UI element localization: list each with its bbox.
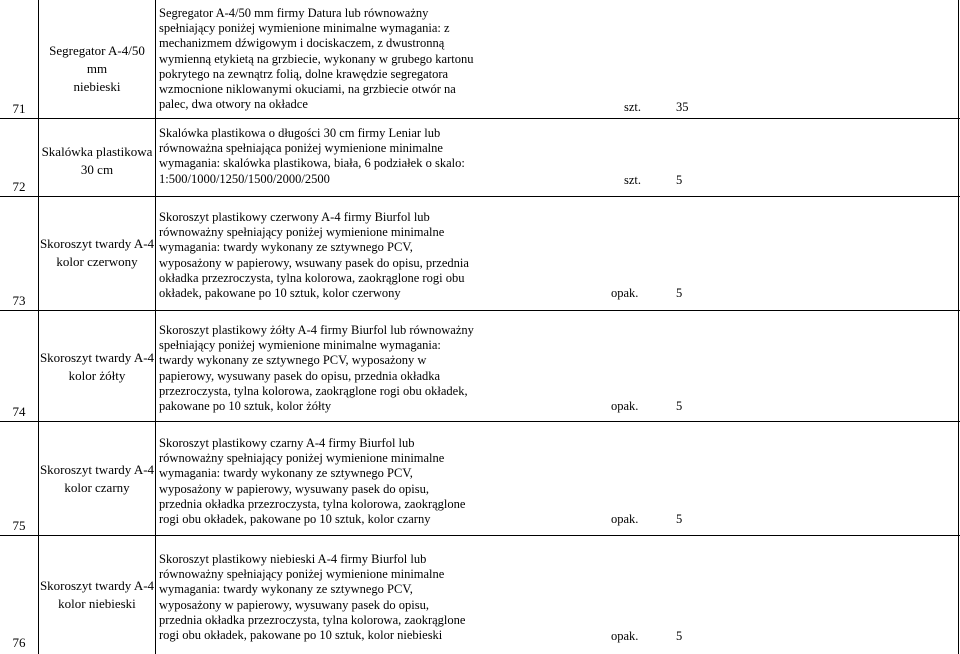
- table-row: [0, 422, 960, 536]
- item-name-line: Skoroszyt twardy A-4: [39, 350, 155, 365]
- item-name-line: kolor niebieski: [58, 596, 136, 611]
- item-name: [39, 577, 155, 613]
- item-description: [159, 323, 613, 414]
- unit-of-measure: opak.: [611, 512, 639, 526]
- description-line: wymagania: twardy wykonany ze sztywnego PCV,: [159, 582, 413, 597]
- item-name-line: kolor czerwony: [56, 254, 138, 269]
- description-line: równoważny spełniający poniżej wymienione minimalne: [159, 451, 445, 466]
- item-description: [159, 6, 613, 112]
- table-row: [0, 197, 960, 311]
- description-line: równoważny spełniający poniżej wymienione minimalne: [159, 567, 445, 582]
- description-line: pokrytego na zewnątrz folią, dolne krawędzie segregatora: [159, 66, 449, 81]
- item-name-line: Skoroszyt twardy A-4: [39, 236, 155, 251]
- description-line: rogi obu okładek, pakowane po 10 sztuk, kolor czarny: [159, 511, 431, 526]
- unit-of-measure: opak.: [611, 629, 639, 643]
- item-description: [159, 436, 613, 527]
- description-line: wymagania: skalówka plastikowa, biała, 6 podziałek o skalo:: [159, 156, 465, 171]
- item-name-line: Skalówka plastikowa: [41, 144, 153, 159]
- description-line: okładka przezroczysta, tylna kolorowa, zaokrąglone rogi obu: [159, 270, 465, 285]
- description-line: spełniający poniżej wymienione minimalne wymagania: z: [159, 21, 450, 36]
- item-name: [39, 42, 155, 96]
- row-number: 73: [12, 293, 26, 308]
- item-name-line: 30 cm: [80, 162, 114, 177]
- description-line: papierowy, wysuwany pasek do opisu, przednia okładka: [159, 368, 441, 383]
- description-line: twardy wykonany ze sztywnego PCV, wyposażony w: [159, 353, 427, 368]
- item-name: [39, 349, 155, 385]
- description-line: spełniający poniżej wymienione minimalne wymagania:: [159, 338, 441, 353]
- item-description: [159, 210, 613, 301]
- item-name-line: kolor żółty: [68, 368, 126, 383]
- description-line: Skoroszyt plastikowy czarny A-4 firmy Biurfol lub: [159, 436, 415, 450]
- description-line: wyposażony w papierowy, wysuwany pasek do opisu,: [159, 481, 429, 496]
- table-row: [0, 119, 960, 197]
- unit-of-measure: szt.: [624, 100, 642, 114]
- description-line: 1:500/1000/1250/1500/2000/2500: [159, 171, 330, 186]
- item-name: [39, 143, 155, 179]
- description-line: Segregator A-4/50 mm firmy Datura lub równoważny: [159, 6, 429, 20]
- item-name-line: Skoroszyt twardy A-4: [39, 462, 155, 477]
- unit-of-measure: szt.: [624, 173, 642, 187]
- description-line: Skoroszyt plastikowy czerwony A-4 firmy Biurfol lub: [159, 210, 430, 224]
- description-line: palec, dwa otwory na okładce: [159, 97, 308, 112]
- quantity: 5: [676, 173, 683, 187]
- table-row: [0, 311, 960, 422]
- item-description: [159, 126, 613, 187]
- description-line: pakowane po 10 sztuk, kolor żółty: [159, 398, 332, 413]
- row-number: 76: [12, 635, 26, 650]
- quantity: 5: [676, 512, 683, 526]
- item-name-line: Skoroszyt twardy A-4: [39, 578, 155, 593]
- description-line: wymienną etykietą na grzbiecie, wykonany w grubego kartonu: [159, 51, 474, 66]
- unit-of-measure: opak.: [611, 399, 639, 413]
- item-name: [39, 461, 155, 497]
- description-line: Skoroszyt plastikowy żółty A-4 firmy Biurfol lub równoważny: [159, 323, 474, 337]
- item-description: [159, 552, 613, 643]
- description-line: przezroczysta, tylna kolorowa, zaokrąglone rogi obu okładek,: [159, 383, 468, 398]
- description-line: rogi obu okładek, pakowane po 10 sztuk, kolor niebieski: [159, 627, 443, 642]
- description-line: przednia okładka przezroczysta, tylna kolorowa, zaokrąglone: [159, 496, 466, 511]
- description-line: wyposażony w papierowy, wysuwany pasek do opisu,: [159, 597, 429, 612]
- description-line: wyposażony w papierowy, wsuwany pasek do opisu, przednia: [159, 255, 469, 270]
- table-row: [0, 536, 960, 654]
- row-number: 75: [12, 518, 26, 533]
- description-line: okładek, pakowane po 10 sztuk, kolor czerwony: [159, 285, 401, 300]
- description-line: mechanizmem dźwigowym i dociskaczem, z dwustronną: [159, 36, 445, 51]
- item-name: [39, 235, 155, 271]
- description-line: wymagania: twardy wykonany ze sztywnego PCV,: [159, 240, 413, 255]
- quantity: 5: [676, 399, 683, 413]
- item-name-line: kolor czarny: [64, 480, 130, 495]
- quantity: 5: [676, 286, 683, 300]
- quantity: 35: [676, 100, 689, 114]
- description-line: wzmocnione niklowanymi okuciami, na grzbiecie otwór na: [159, 81, 456, 96]
- description-line: Skoroszyt plastikowy niebieski A-4 firmy Biurfol lub: [159, 552, 427, 566]
- description-line: Skalówka plastikowa o długości 30 cm firmy Leniar lub: [159, 126, 441, 140]
- description-line: przednia okładka przezroczysta, tylna kolorowa, zaokrąglone: [159, 612, 466, 627]
- description-line: równoważna spełniająca poniżej wymienione minimalne: [159, 141, 443, 156]
- unit-of-measure: opak.: [611, 286, 639, 300]
- description-line: wymagania: twardy wykonany ze sztywnego PCV,: [159, 466, 413, 481]
- quantity: 5: [676, 629, 683, 643]
- description-line: równoważny spełniający poniżej wymienione minimalne: [159, 225, 445, 240]
- row-number: 74: [12, 404, 26, 419]
- item-name-line: niebieski: [73, 79, 121, 94]
- row-number: 71: [12, 101, 26, 116]
- item-name-line: Segregator A-4/50 mm: [49, 43, 145, 76]
- table-row: [0, 0, 960, 119]
- row-number: 72: [12, 179, 26, 194]
